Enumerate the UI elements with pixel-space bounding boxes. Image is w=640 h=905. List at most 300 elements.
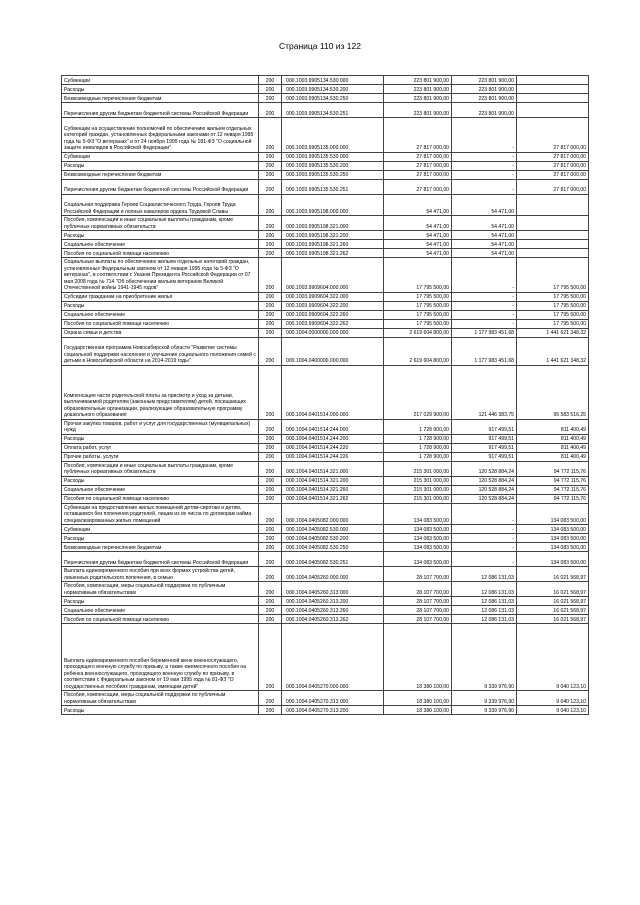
- row-code-cell: 200: [259, 240, 282, 249]
- row-kbk-cell: 000.1004.0405260.313.200: [282, 597, 384, 606]
- row-exec-cell: 54 471,00: [452, 216, 517, 231]
- row-plan-cell: 27 817 000,00: [384, 179, 452, 194]
- row-exec-cell: -: [452, 525, 517, 534]
- row-exec-cell: -: [452, 161, 517, 170]
- row-name-cell: Субсидии гражданам на приобретение жилья: [62, 292, 259, 301]
- row-plan-cell: 28 107 700,00: [384, 606, 452, 615]
- row-code-cell: 200: [259, 443, 282, 452]
- table-row: [62, 85, 589, 94]
- row-rest-cell: 17 795 500,00: [517, 258, 589, 293]
- row-rest-cell: 17 795 500,00: [517, 319, 589, 328]
- row-name-cell: Безвозмездные перечисления бюджетам: [62, 170, 259, 179]
- row-code-cell: 200: [259, 179, 282, 194]
- row-code-cell: 200: [259, 624, 282, 691]
- table-row: [62, 434, 589, 443]
- row-plan-cell: 54 471,00: [384, 194, 452, 216]
- row-name-cell: Расходы: [62, 161, 259, 170]
- row-exec-cell: -: [452, 118, 517, 153]
- table-row: [62, 615, 589, 624]
- row-name-cell: Пособия, компенсации, меры социальной поддержки по публичным нормативным обязательствам: [62, 691, 259, 706]
- row-kbk-cell: 000.1003.9909604.322.262: [282, 319, 384, 328]
- row-plan-cell: 54 471,00: [384, 231, 452, 240]
- table-row: [62, 301, 589, 310]
- row-code-cell: 200: [259, 258, 282, 293]
- row-plan-cell: 17 795 500,00: [384, 301, 452, 310]
- row-rest-cell: 94 772 115,76: [517, 461, 589, 476]
- row-rest-cell: [517, 249, 589, 258]
- table-row: [62, 319, 589, 328]
- row-kbk-cell: 000.1004.0401514.244.200: [282, 434, 384, 443]
- row-code-cell: 200: [259, 461, 282, 476]
- row-name-cell: Расходы: [62, 476, 259, 485]
- row-rest-cell: 17 795 500,00: [517, 301, 589, 310]
- row-exec-cell: 1 177 983 451,68: [452, 328, 517, 337]
- row-kbk-cell: 000.1004.0405082.530.000: [282, 525, 384, 534]
- row-name-cell: Расходы: [62, 301, 259, 310]
- row-name-cell: Прочие работы, услуги: [62, 452, 259, 461]
- row-exec-cell: 223 801 900,00: [452, 85, 517, 94]
- row-plan-cell: 27 817 000,00: [384, 161, 452, 170]
- row-name-cell: Социальное обеспечение: [62, 485, 259, 494]
- row-plan-cell: 215 301 000,00: [384, 485, 452, 494]
- row-kbk-cell: 000.1003.9905134.530.251: [282, 103, 384, 118]
- row-rest-cell: 16 021 568,97: [517, 606, 589, 615]
- row-plan-cell: 2 619 604 800,00: [384, 328, 452, 337]
- table-row: [62, 337, 589, 365]
- row-kbk-cell: 000.1003.9905134.530.200: [282, 85, 384, 94]
- row-name-cell: Социальное обеспечение: [62, 240, 259, 249]
- row-plan-cell: 134 083 500,00: [384, 543, 452, 552]
- row-plan-cell: 1 728 900,00: [384, 452, 452, 461]
- row-rest-cell: 94 772 115,76: [517, 485, 589, 494]
- row-exec-cell: 12 086 131,03: [452, 606, 517, 615]
- row-code-cell: 200: [259, 691, 282, 706]
- table-row: [62, 170, 589, 179]
- table-row: [62, 597, 589, 606]
- row-plan-cell: 54 471,00: [384, 216, 452, 231]
- row-exec-cell: 54 471,00: [452, 194, 517, 216]
- row-rest-cell: 9 040 123,10: [517, 691, 589, 706]
- row-exec-cell: 12 086 131,03: [452, 582, 517, 597]
- row-exec-cell: 54 471,00: [452, 249, 517, 258]
- row-kbk-cell: 000.1003.9909604.322.260: [282, 310, 384, 319]
- row-plan-cell: 27 817 000,00: [384, 170, 452, 179]
- table-row: [62, 328, 589, 337]
- row-rest-cell: 16 021 568,97: [517, 567, 589, 582]
- row-code-cell: 200: [259, 485, 282, 494]
- row-name-cell: Выплата единовременного пособия при всех формах устройства детей, лишенных родительского попечения, в семью: [62, 567, 259, 582]
- row-exec-cell: -: [452, 152, 517, 161]
- row-name-cell: Перечисления другим бюджетам бюджетной системы Российской Федерации: [62, 179, 259, 194]
- row-rest-cell: 95 583 516,25: [517, 365, 589, 419]
- row-kbk-cell: 000.1004.0405260.313.262: [282, 615, 384, 624]
- row-plan-cell: 18 380 100,00: [384, 691, 452, 706]
- row-rest-cell: 17 795 500,00: [517, 292, 589, 301]
- row-kbk-cell: 000.1003.9909604.000.000: [282, 258, 384, 293]
- table-row: [62, 94, 589, 103]
- row-rest-cell: 811 400,49: [517, 434, 589, 443]
- row-plan-cell: 1 728 900,00: [384, 434, 452, 443]
- row-name-cell: Расходы: [62, 534, 259, 543]
- row-kbk-cell: 000.1003.9905135.530.251: [282, 179, 384, 194]
- page-header: Страница 110 из 122: [279, 41, 361, 51]
- row-rest-cell: [517, 216, 589, 231]
- row-code-cell: 200: [259, 419, 282, 434]
- row-code-cell: 200: [259, 567, 282, 582]
- row-kbk-cell: 000.1003.9905134.530.000: [282, 76, 384, 85]
- row-rest-cell: 1 441 621 348,32: [517, 337, 589, 365]
- row-exec-cell: 223 801 900,00: [452, 103, 517, 118]
- row-kbk-cell: 000.1004.0000000.000.000: [282, 328, 384, 337]
- row-plan-cell: 17 795 500,00: [384, 258, 452, 293]
- row-name-cell: Субвенции: [62, 525, 259, 534]
- row-code-cell: 200: [259, 103, 282, 118]
- row-name-cell: Перечисления другим бюджетам бюджетной системы Российской Федерации: [62, 103, 259, 118]
- row-exec-cell: 54 471,00: [452, 231, 517, 240]
- row-plan-cell: 223 801 900,00: [384, 103, 452, 118]
- table-row: [62, 624, 589, 691]
- row-plan-cell: 28 107 700,00: [384, 567, 452, 582]
- row-code-cell: 200: [259, 94, 282, 103]
- row-exec-cell: -: [452, 503, 517, 525]
- row-rest-cell: 16 021 568,97: [517, 582, 589, 597]
- row-rest-cell: 811 400,49: [517, 419, 589, 434]
- row-kbk-cell: 000.1003.9905198.321.260: [282, 240, 384, 249]
- row-exec-cell: 54 471,00: [452, 240, 517, 249]
- row-rest-cell: 27 817 000,00: [517, 170, 589, 179]
- row-kbk-cell: 000.1003.9905198.321.262: [282, 249, 384, 258]
- row-exec-cell: 1 177 983 451,68: [452, 337, 517, 365]
- row-rest-cell: 94 772 115,76: [517, 476, 589, 485]
- table-row: [62, 292, 589, 301]
- table-row: [62, 706, 589, 715]
- row-name-cell: Компенсация части родительской платы за присмотр и уход за детьми, выплачиваемой родителям (законным представителям) детей, посещающих образовательные организации, реализующие образовательную программу дошкольного образования: [62, 365, 259, 419]
- table-row: [62, 216, 589, 231]
- row-exec-cell: -: [452, 319, 517, 328]
- row-exec-cell: 223 801 900,00: [452, 76, 517, 85]
- row-code-cell: 200: [259, 216, 282, 231]
- table-row: [62, 76, 589, 85]
- row-name-cell: Субвенции на осуществление полномочий по обеспечению жильем отдельных категорий граждан, установленных федеральными законами от 12 января 1995 года № 5-ФЗ "О ветеранах" и от 24 ноября 1995 года № 181-ФЗ "О социальной защите инвалидов в Российской Федерации": [62, 118, 259, 153]
- row-plan-cell: 18 380 100,00: [384, 706, 452, 715]
- row-kbk-cell: 000.1004.0401514.244.220: [282, 443, 384, 452]
- row-kbk-cell: 000.1004.0400000.000.000: [282, 337, 384, 365]
- row-rest-cell: [517, 231, 589, 240]
- row-rest-cell: 134 083 500,00: [517, 503, 589, 525]
- table-row: [62, 240, 589, 249]
- row-name-cell: Социальные выплаты по обеспечению жильем отдельных категорий граждан, установленных Федеральным законом от 12 января 1995 года № 5-ФЗ "О ветеранах", в соответствии с Указом Президента Российской Федерации от 07 мая 2008 года № 714 "Об обеспечении жильем ветеранов Великой Отечественной войны 1941-1945 годов": [62, 258, 259, 293]
- row-kbk-cell: 000.1004.0405082.530.251: [282, 552, 384, 567]
- row-kbk-cell: 000.1004.0401514.244.226: [282, 452, 384, 461]
- row-name-cell: Пособия по социальной помощи населению: [62, 615, 259, 624]
- row-code-cell: 200: [259, 85, 282, 94]
- row-kbk-cell: 000.1004.0401514.000.000: [282, 365, 384, 419]
- row-kbk-cell: 000.1004.0405260.313.000: [282, 582, 384, 597]
- row-name-cell: Субвенции: [62, 76, 259, 85]
- row-exec-cell: 9 339 976,90: [452, 624, 517, 691]
- budget-table: [61, 75, 589, 715]
- row-rest-cell: 134 083 500,00: [517, 525, 589, 534]
- table-row: [62, 231, 589, 240]
- row-code-cell: 200: [259, 231, 282, 240]
- row-plan-cell: 223 801 900,00: [384, 85, 452, 94]
- row-code-cell: 200: [259, 161, 282, 170]
- row-code-cell: 200: [259, 249, 282, 258]
- row-rest-cell: 9 040 123,10: [517, 706, 589, 715]
- row-kbk-cell: 000.1003.9905134.530.250: [282, 94, 384, 103]
- row-name-cell: Пособия, компенсации и иные социальные выплаты гражданам, кроме публичных нормативных обязательств: [62, 216, 259, 231]
- row-plan-cell: 223 801 900,00: [384, 94, 452, 103]
- row-exec-cell: 120 528 884,24: [452, 476, 517, 485]
- row-rest-cell: 16 021 568,97: [517, 615, 589, 624]
- row-name-cell: Расходы: [62, 231, 259, 240]
- row-kbk-cell: 000.1004.0405270.000.000: [282, 624, 384, 691]
- row-rest-cell: [517, 194, 589, 216]
- row-exec-cell: 9 339 976,90: [452, 691, 517, 706]
- row-kbk-cell: 000.1004.0401514.244.000: [282, 419, 384, 434]
- table-row: [62, 118, 589, 153]
- row-rest-cell: 94 772 115,76: [517, 494, 589, 503]
- table-row: [62, 461, 589, 476]
- row-code-cell: 200: [259, 706, 282, 715]
- row-exec-cell: 12 086 131,03: [452, 597, 517, 606]
- row-exec-cell: 120 528 884,24: [452, 461, 517, 476]
- row-code-cell: 200: [259, 494, 282, 503]
- row-name-cell: Охрана семьи и детства: [62, 328, 259, 337]
- row-code-cell: 200: [259, 365, 282, 419]
- table-row: [62, 179, 589, 194]
- row-plan-cell: 54 471,00: [384, 249, 452, 258]
- row-plan-cell: 1 728 900,00: [384, 443, 452, 452]
- table-row: [62, 494, 589, 503]
- row-exec-cell: -: [452, 310, 517, 319]
- row-plan-cell: 215 301 000,00: [384, 494, 452, 503]
- row-rest-cell: 134 083 500,00: [517, 543, 589, 552]
- row-exec-cell: 120 528 884,24: [452, 494, 517, 503]
- row-kbk-cell: 000.1004.0405270.313.000: [282, 691, 384, 706]
- row-rest-cell: 9 040 123,10: [517, 624, 589, 691]
- row-code-cell: 200: [259, 543, 282, 552]
- table-row: [62, 152, 589, 161]
- row-exec-cell: 12 086 131,03: [452, 567, 517, 582]
- row-plan-cell: 17 795 500,00: [384, 292, 452, 301]
- row-plan-cell: 28 107 700,00: [384, 615, 452, 624]
- row-code-cell: 200: [259, 194, 282, 216]
- row-rest-cell: 17 795 500,00: [517, 310, 589, 319]
- row-plan-cell: 134 083 500,00: [384, 525, 452, 534]
- row-kbk-cell: 000.1003.9909604.322.000: [282, 292, 384, 301]
- table-row: [62, 543, 589, 552]
- row-exec-cell: -: [452, 534, 517, 543]
- row-name-cell: Пособия, компенсации, меры социальной поддержки по публичным нормативным обязательствам: [62, 582, 259, 597]
- row-plan-cell: 134 083 500,00: [384, 503, 452, 525]
- row-exec-cell: -: [452, 292, 517, 301]
- table-row: [62, 567, 589, 582]
- table-row: [62, 249, 589, 258]
- row-rest-cell: [517, 103, 589, 118]
- table-row: [62, 606, 589, 615]
- row-name-cell: Социальное обеспечение: [62, 310, 259, 319]
- row-rest-cell: 134 083 500,00: [517, 534, 589, 543]
- table-row: [62, 552, 589, 567]
- table-row: [62, 103, 589, 118]
- row-code-cell: 200: [259, 476, 282, 485]
- row-code-cell: 200: [259, 319, 282, 328]
- table-row: [62, 503, 589, 525]
- row-rest-cell: 16 021 568,97: [517, 597, 589, 606]
- row-code-cell: 200: [259, 301, 282, 310]
- row-rest-cell: 811 400,49: [517, 443, 589, 452]
- row-plan-cell: 27 817 000,00: [384, 152, 452, 161]
- table-row: [62, 365, 589, 419]
- row-code-cell: 200: [259, 606, 282, 615]
- row-rest-cell: [517, 240, 589, 249]
- row-plan-cell: 27 817 000,00: [384, 118, 452, 153]
- row-name-cell: Пособия, компенсации и иные социальные выплаты гражданам, кроме публичных нормативных обязательств: [62, 461, 259, 476]
- row-rest-cell: 1 441 621 348,32: [517, 328, 589, 337]
- table-row: [62, 525, 589, 534]
- row-kbk-cell: 000.1003.9905198.321.000: [282, 216, 384, 231]
- row-name-cell: Субвенции: [62, 152, 259, 161]
- row-kbk-cell: 000.1003.9905198.321.200: [282, 231, 384, 240]
- table-row: [62, 691, 589, 706]
- row-code-cell: 200: [259, 525, 282, 534]
- row-exec-cell: -: [452, 552, 517, 567]
- row-rest-cell: [517, 85, 589, 94]
- row-rest-cell: 134 083 500,00: [517, 552, 589, 567]
- row-code-cell: 200: [259, 310, 282, 319]
- row-rest-cell: [517, 76, 589, 85]
- row-exec-cell: 917 499,51: [452, 443, 517, 452]
- row-exec-cell: 917 499,51: [452, 419, 517, 434]
- row-name-cell: Субвенции на предоставление жилых помещений детям-сиротам и детям, оставшимся без попечения родителей, лицам из их числа по договорам найма специализированных жилых помещений: [62, 503, 259, 525]
- row-kbk-cell: 000.1003.9905198.000.000: [282, 194, 384, 216]
- row-name-cell: Социальное обеспечение: [62, 606, 259, 615]
- table-row: [62, 452, 589, 461]
- row-exec-cell: -: [452, 301, 517, 310]
- row-plan-cell: 134 083 500,00: [384, 534, 452, 543]
- row-rest-cell: 27 817 000,00: [517, 118, 589, 153]
- row-plan-cell: 215 301 000,00: [384, 476, 452, 485]
- row-name-cell: Расходы: [62, 434, 259, 443]
- row-name-cell: Социальная поддержка Героев Социалистического Труда, Героев Труда Российской Федерации и полных кавалеров ордена Трудовой Славы: [62, 194, 259, 216]
- row-rest-cell: 27 817 000,00: [517, 161, 589, 170]
- row-exec-cell: -: [452, 258, 517, 293]
- row-kbk-cell: 000.1003.9905135.000.000: [282, 118, 384, 153]
- row-code-cell: 200: [259, 170, 282, 179]
- row-exec-cell: 917 499,51: [452, 434, 517, 443]
- row-code-cell: 200: [259, 552, 282, 567]
- row-code-cell: 200: [259, 452, 282, 461]
- row-name-cell: Государственная программа Новосибирской области "Развитие системы социальной поддержки населения и улучшение социального положения семей с детьми в Новосибирской области на 2014-2019 годы": [62, 337, 259, 365]
- row-rest-cell: [517, 94, 589, 103]
- row-plan-cell: 217 029 900,00: [384, 365, 452, 419]
- budget-table-body: [62, 76, 589, 715]
- row-kbk-cell: 000.1004.0401514.321.262: [282, 494, 384, 503]
- row-name-cell: Прочая закупка товаров, работ и услуг для государственных (муниципальных) нужд: [62, 419, 259, 434]
- row-name-cell: Безвозмездные перечисления бюджетам: [62, 543, 259, 552]
- row-plan-cell: 28 107 700,00: [384, 582, 452, 597]
- row-code-cell: 200: [259, 328, 282, 337]
- row-kbk-cell: 000.1003.9905135.530.000: [282, 152, 384, 161]
- row-code-cell: 200: [259, 615, 282, 624]
- table-row: [62, 582, 589, 597]
- row-exec-cell: 9 339 976,90: [452, 706, 517, 715]
- table-row: [62, 476, 589, 485]
- row-name-cell: Выплата единовременного пособия беременной жене военнослужащего, проходящего военную службу по призыву, а также ежемесячного пособия на ребенка военнослужащего, проходящего военную службу по призыву, в соответствии с Федеральным законом от 19 мая 1995 года № 81-ФЗ "О государственных пособиях гражданам, имеющим детей": [62, 624, 259, 691]
- row-exec-cell: 121 446 383,75: [452, 365, 517, 419]
- row-kbk-cell: 000.1003.9905135.530.200: [282, 161, 384, 170]
- row-code-cell: 200: [259, 582, 282, 597]
- row-code-cell: 200: [259, 534, 282, 543]
- row-code-cell: 200: [259, 503, 282, 525]
- row-plan-cell: 18 380 100,00: [384, 624, 452, 691]
- row-kbk-cell: 000.1004.0405082.000.000: [282, 503, 384, 525]
- row-plan-cell: 54 471,00: [384, 240, 452, 249]
- row-exec-cell: 12 086 131,03: [452, 615, 517, 624]
- row-name-cell: Расходы: [62, 597, 259, 606]
- row-exec-cell: -: [452, 179, 517, 194]
- row-plan-cell: 28 107 700,00: [384, 597, 452, 606]
- table-row: [62, 258, 589, 293]
- row-name-cell: Пособия по социальной помощи населению: [62, 249, 259, 258]
- row-exec-cell: -: [452, 543, 517, 552]
- row-kbk-cell: 000.1004.0405260.000.000: [282, 567, 384, 582]
- row-name-cell: Расходы: [62, 85, 259, 94]
- table-row: [62, 419, 589, 434]
- row-kbk-cell: 000.1004.0405270.313.200: [282, 706, 384, 715]
- row-code-cell: 200: [259, 292, 282, 301]
- row-exec-cell: 120 528 884,24: [452, 485, 517, 494]
- row-name-cell: Безвозмездные перечисления бюджетам: [62, 94, 259, 103]
- row-plan-cell: 134 083 500,00: [384, 552, 452, 567]
- row-name-cell: Перечисления другим бюджетам бюджетной системы Российской Федерации: [62, 552, 259, 567]
- row-plan-cell: 17 795 500,00: [384, 319, 452, 328]
- table-row: [62, 443, 589, 452]
- row-name-cell: Пособия по социальной помощи населению: [62, 319, 259, 328]
- row-kbk-cell: 000.1004.0401514.321.260: [282, 485, 384, 494]
- row-plan-cell: 2 619 604 800,00: [384, 337, 452, 365]
- table-row: [62, 194, 589, 216]
- row-code-cell: 200: [259, 118, 282, 153]
- row-code-cell: 200: [259, 76, 282, 85]
- row-kbk-cell: 000.1003.9909604.322.200: [282, 301, 384, 310]
- row-kbk-cell: 000.1004.0401514.321.200: [282, 476, 384, 485]
- row-exec-cell: 223 801 900,00: [452, 94, 517, 103]
- row-exec-cell: -: [452, 170, 517, 179]
- table-row: [62, 161, 589, 170]
- row-kbk-cell: 000.1004.0405260.313.260: [282, 606, 384, 615]
- row-plan-cell: 223 801 900,00: [384, 76, 452, 85]
- row-plan-cell: 1 728 900,00: [384, 419, 452, 434]
- row-plan-cell: 17 795 500,00: [384, 310, 452, 319]
- row-code-cell: 200: [259, 152, 282, 161]
- row-rest-cell: 27 817 000,00: [517, 179, 589, 194]
- row-code-cell: 200: [259, 597, 282, 606]
- row-name-cell: Пособия по социальной помощи населению: [62, 494, 259, 503]
- row-kbk-cell: 000.1004.0405082.530.200: [282, 534, 384, 543]
- table-row: [62, 485, 589, 494]
- row-rest-cell: 27 817 000,00: [517, 152, 589, 161]
- row-kbk-cell: 000.1004.0401514.321.000: [282, 461, 384, 476]
- row-code-cell: 200: [259, 434, 282, 443]
- row-exec-cell: 917 499,51: [452, 452, 517, 461]
- row-name-cell: Оплата работ, услуг: [62, 443, 259, 452]
- row-name-cell: Расходы: [62, 706, 259, 715]
- table-row: [62, 310, 589, 319]
- row-plan-cell: 215 301 000,00: [384, 461, 452, 476]
- row-kbk-cell: 000.1003.9905135.530.250: [282, 170, 384, 179]
